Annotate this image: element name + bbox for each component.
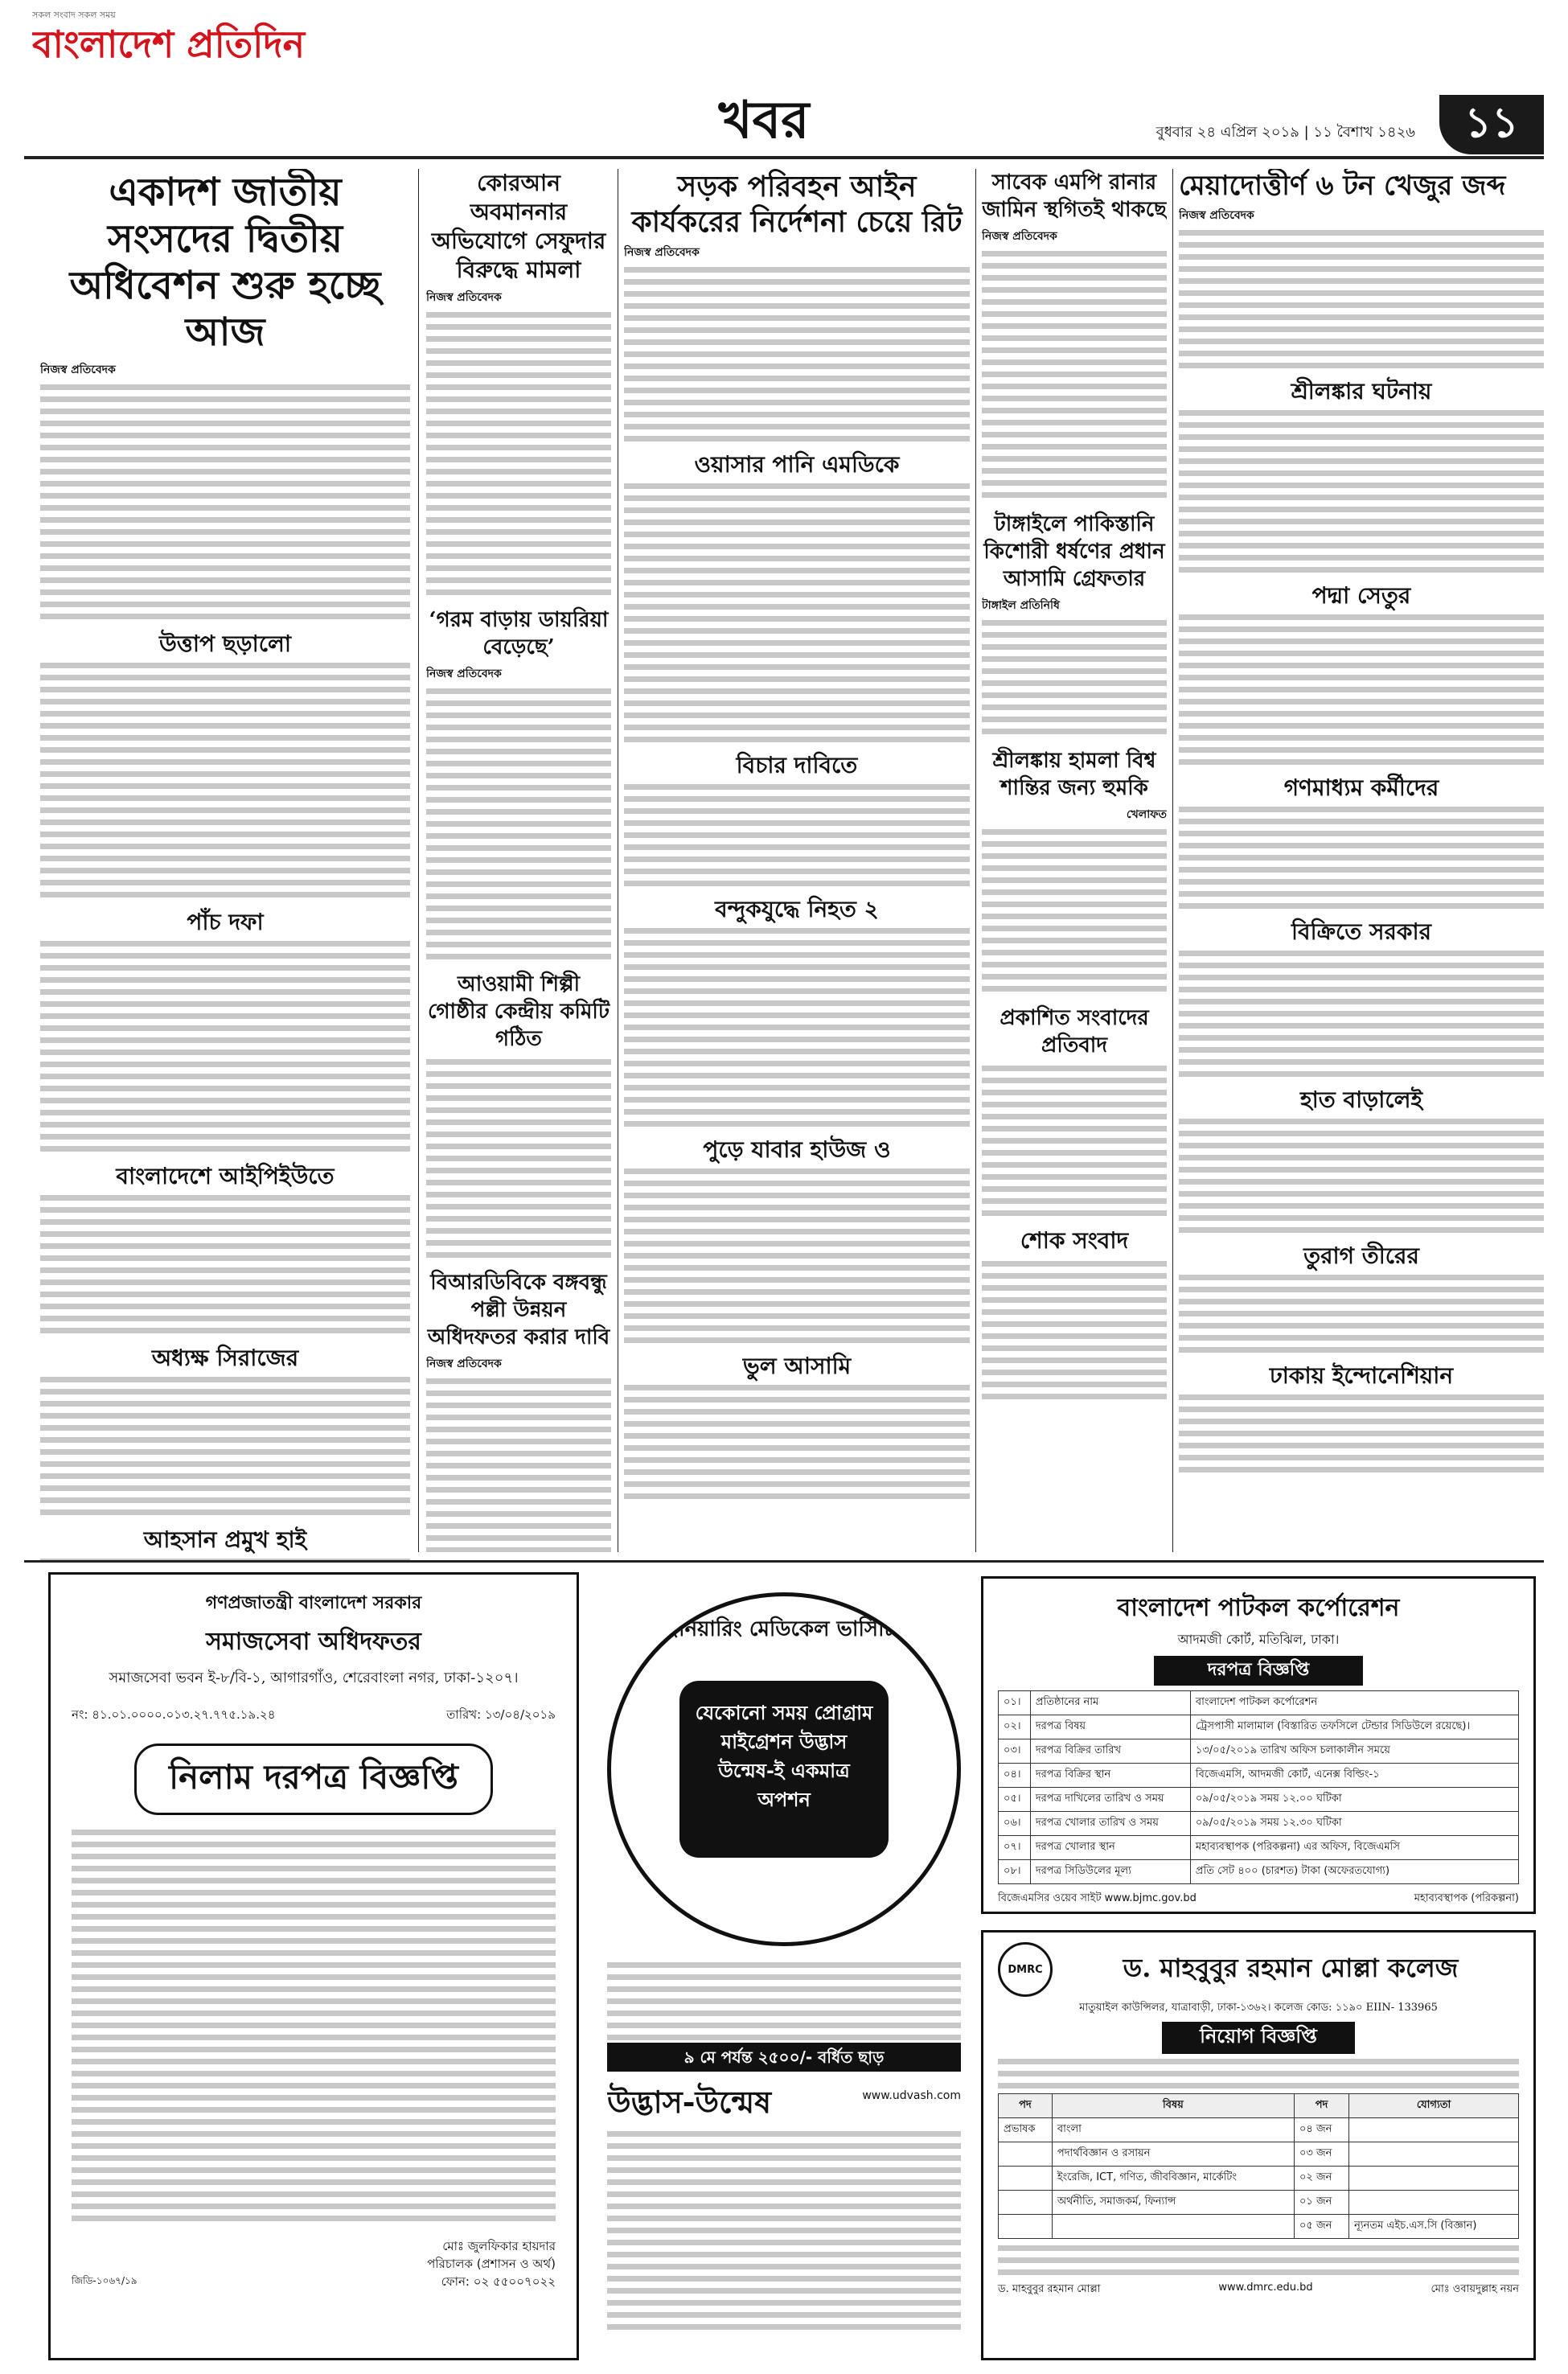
table-row	[999, 1812, 1519, 1836]
bjmc-table	[998, 1690, 1519, 1884]
table-row	[999, 1788, 1519, 1812]
table-header: পদ	[999, 2094, 1053, 2118]
auction-notice-title: নিলাম দরপত্র বিজ্ঞপ্তি	[134, 1744, 493, 1815]
udvash-web: www.udvash.com	[862, 2089, 961, 2102]
sale-subhead: বিক্রিতে সরকার	[1291, 918, 1432, 945]
table-cell: দরপত্র বিক্রির স্থান	[1030, 1764, 1190, 1788]
table-cell: ০৬।	[999, 1812, 1031, 1836]
table-cell: ট্রেসপাসী মালামাল (বিস্তারিত তফসিলে টেন্ডার সিডিউলে রয়েছে)।	[1190, 1715, 1518, 1739]
table-cell: ০৯/০৫/২০১৯ সময় ১২.৩০ ঘটিকা	[1190, 1812, 1518, 1836]
principal-subhead: অধ্যক্ষ সিরাজের	[151, 1345, 299, 1371]
section-title: খবর	[718, 92, 810, 150]
table-row	[999, 2215, 1519, 2239]
wasa-subhead: ওয়াসার পানি এমডিকে	[694, 451, 900, 478]
table-cell: অর্থনীতি, সমাজকর্ম, ফিন্যান্স	[1052, 2191, 1294, 2215]
table-cell: ০২।	[999, 1715, 1031, 1739]
college-ad: DMRC ড. মাহবুবুর রহমান মোল্লা কলেজ মাতুয়াইল কাউন্সিলর, যাত্রাবাড়ী, ঢাকা-১৩৬২। কলেজ কোড: ১১৯০ EIIN- 133965 নিয়োগ বিজ্ঞপ্তি পদ বিষয় পদ যোগ্যতা প্রভাষক বাংলা ০৪ জন পদার্থবিজ্ঞান ও রসায়ন ০৩ জন ইংরেজি, ICT, গণিত, জীববিজ্ঞান, মার্কেটিং ০২ জন অর্থনীতি, সমাজকর্ম, ফিন্যান্স ০১ জন ০৫ জন ন্যূনতম এইচ.এস.সি (বিজ্ঞান) ড. মাহবুবুর রহমান মোল্লা www.dmrc.edu.bd মোঃ ওবায়দুল্লাহ নয়ন	[981, 1930, 1536, 2360]
table-cell: ইংরেজি, ICT, গণিত, জীববিজ্ঞান, মার্কেটিং	[1052, 2167, 1294, 2191]
college-logo: DMRC	[998, 1942, 1053, 1997]
dateline: বুধবার ২৪ এপ্রিল ২০১৯ | ১১ বৈশাখ ১৪২৬	[1155, 124, 1415, 141]
college-table	[998, 2093, 1519, 2239]
table-row	[999, 2167, 1519, 2191]
srilanka-headline: শ্রীলঙ্কায় হামলা বিশ্ব শান্তির জন্য হুমকি	[992, 749, 1156, 800]
udvash-ad	[599, 1576, 969, 2360]
five-subhead: পাঁচ দফা	[187, 909, 264, 935]
table-cell: প্রতি সেট ৪০০ (চারশত) টাকা (অফেরতযোগ্য)	[1190, 1860, 1518, 1884]
table-row	[999, 1715, 1519, 1739]
table-cell: বাংলাদেশ পাটকল কর্পোরেশন	[1190, 1691, 1518, 1715]
table-cell	[1052, 2215, 1294, 2239]
table-cell: ০১।	[999, 1691, 1031, 1715]
table-cell: ০৪।	[999, 1764, 1031, 1788]
table-row	[999, 1836, 1519, 1860]
table-cell: ০৩।	[999, 1739, 1031, 1764]
table-cell	[1349, 2118, 1519, 2142]
table-cell	[999, 2191, 1053, 2215]
indonesia-subhead: ঢাকায় ইন্দোনেশিয়ান	[1269, 1362, 1454, 1389]
lead-body	[40, 384, 410, 619]
table-cell: দরপত্র বিক্রির তারিখ	[1030, 1739, 1190, 1764]
table-cell: ০৮।	[999, 1860, 1031, 1884]
table-cell: দরপত্র সিডিউলের মূল্য	[1030, 1860, 1190, 1884]
table-cell: প্রভাষক	[999, 2118, 1053, 2142]
table-cell: দরপত্র দাখিলের তারিখ ও সময়	[1030, 1788, 1190, 1812]
memo-date: তারিখ: ১৩/০৪/২০১৯	[446, 1707, 556, 1722]
masthead	[32, 8, 338, 97]
wrong-subhead: ভুল আসামি	[742, 1353, 852, 1379]
awami-headline: আওয়ামী শিল্পী গোষ্ঠীর কেন্দ্রীয় কমিটি গঠিত	[427, 972, 610, 1051]
table-cell	[1349, 2167, 1519, 2191]
hand-subhead: হাত বাড়ালেই	[1299, 1086, 1423, 1113]
road-headline: সড়ক পরিবহন আইন কার্যকরের নির্দেশনা চেয়ে রিট	[631, 170, 963, 239]
table-row	[999, 1691, 1519, 1715]
table-cell	[1349, 2142, 1519, 2167]
masthead-logo: বাংলাদেশ প্রতিদিন	[32, 23, 306, 66]
table-cell: ০৫ জন	[1294, 2215, 1348, 2239]
table-cell: ০৫।	[999, 1788, 1031, 1812]
table-cell	[999, 2142, 1053, 2167]
table-cell: ১৩/০৫/২০১৯ তারিখ অফিস চলাকালীন সময়ে	[1190, 1739, 1518, 1764]
table-cell: দরপত্র খোলার স্থান	[1030, 1836, 1190, 1860]
table-cell: দরপত্র খোলার তারিখ ও সময়	[1030, 1812, 1190, 1836]
protest-headline: প্রকাশিত সংবাদের প্রতিবাদ	[999, 1006, 1149, 1058]
table-cell: ০৭।	[999, 1836, 1031, 1860]
memo-number: নং: ৪১.০১.০০০০.০১৩.২৭.৭৭৫.১৯.২৪	[72, 1707, 276, 1722]
dates-headline: মেয়াদোত্তীর্ণ ৬ টন খেজুর জব্দ	[1179, 170, 1506, 202]
srilanka-subhead: শ্রীলঙ্কার ঘটনায়	[1291, 378, 1432, 405]
media-subhead: গণমাধ্যম কর্মীদের	[1283, 774, 1439, 801]
bjmc-ad: বাংলাদেশ পাটকল কর্পোরেশন আদমজী কোর্ট, মতিঝিল, ঢাকা। দরপত্র বিজ্ঞপ্তি ০১। প্রতিষ্ঠানের নাম বাংলাদেশ পাটকল কর্পোরেশন ০২। দরপত্র বিষয় ট্রেসপাসী মালামাল (বিস্তারিত তফসিলে টেন্ডার সিডিউলে রয়েছে)। ০৩। দরপত্র বিক্রির তারিখ ১৩/০৫/২০১৯ তারিখ অফিস চলাকালীন সময়ে ০৪। দরপত্র বিক্রির স্থান বিজেএমসি, আদমজী কোর্ট, এনেক্স বিল্ডিং-১ ০৫। দরপত্র দাখিলের তারিখ ও সময় ০৯/০৫/২০১৯ সময় ১২.০০ ঘটিকা ০৬। দরপত্র খোলার তারিখ ও সময় ০৯/০৫/২০১৯ সময় ১২.৩০ ঘটিকা ০৭। দরপত্র খোলার স্থান মহাব্যবস্থাপক (পরিকল্পনা) এর অফিস, বিজেএমসি ০৮। দরপত্র সিডিউলের মূল্য প্রতি সেট ৪০০ (চারশত) টাকা (অফেরতযোগ্য) বিজেএমসির ওয়েব সাইট www.bjmc.gov.bd মহাব্যবস্থাপক (পরিকল্পনা)	[981, 1576, 1536, 1914]
table-cell: দরপত্র বিষয়	[1030, 1715, 1190, 1739]
condolence-headline: শোক সংবাদ	[1020, 1227, 1129, 1254]
lead-byline: নিজস্ব প্রতিবেদক	[40, 363, 116, 376]
table-row	[999, 1860, 1519, 1884]
brdb-headline: বিআরডিবিকে বঙ্গবন্ধু পল্লী উন্নয়ন অধিদফতর করার দাবি	[427, 1271, 610, 1349]
table-row	[999, 2191, 1519, 2215]
ahsan-subhead: আহসান প্রমুখ হাই	[143, 1526, 307, 1553]
table-cell: প্রতিষ্ঠানের নাম	[1030, 1691, 1190, 1715]
quran-headline: কোরআন অবমাননার অভিযোগে সেফুদার বিরুদ্ধে মামলা	[431, 170, 606, 283]
table-header: বিষয়	[1052, 2094, 1294, 2118]
udvash-center-text: যেকোনো সময় প্রোগ্রাম মাইগ্রেশন উদ্ভাস উন্মেষ-ই একমাত্র অপশন	[679, 1681, 889, 1858]
tarang-subhead: তুরাগ তীরের	[1303, 1242, 1419, 1269]
page-number: ১১	[1439, 95, 1544, 154]
dates-story: মেয়াদোত্তীর্ণ ৬ টন খেজুর জব্দ নিজস্ব প্রতিবেদক শ্রীলঙ্কার ঘটনায় পদ্মা সেতুর গণমাধ্যম কর্মীদের বিক্রিতে সরকার হাত বাড়ালেই তুরাগ তীরের ঢাকায় ইন্দোনেশিয়ান	[1179, 169, 1544, 1552]
table-cell: মহাব্যবস্থাপক (পরিকল্পনা) এর অফিস, বিজেএমসি	[1190, 1836, 1518, 1860]
road-story: সড়ক পরিবহন আইন কার্যকরের নির্দেশনা চেয়ে রিট নিজস্ব প্রতিবেদক ওয়াসার পানি এমডিকে বিচার দাবিতে বন্দুকযুদ্ধে নিহত ২ পুড়ে যাবার হাউজ ও ভুল আসামি	[624, 169, 970, 1552]
table-cell: বাংলা	[1052, 2118, 1294, 2142]
table-cell	[1349, 2191, 1519, 2215]
rana-story: সাবেক এমপি রানার জামিন স্থগিতই থাকছে নিজস্ব প্রতিবেদক টাঙ্গাইলে পাকিস্তানি কিশোরী ধর্ষণের প্রধান আসামি গ্রেফতার টাঙ্গাইল প্রতিনিধি শ্রীলঙ্কায় হামলা বিশ্ব শান্তির জন্য হুমকি খেলাফত প্রকাশিত সংবাদের প্রতিবাদ শোক সংবাদ	[982, 169, 1167, 1552]
table-cell: ন্যূনতম এইচ.এস.সি (বিজ্ঞান)	[1349, 2215, 1519, 2239]
udvash-ring-text: ইঞ্জিনিয়ারিং মেডিকেল ভার্সিটি ‘ক’	[643, 1617, 933, 1641]
masthead-tagline: সকল সংবাদ সকল সময়	[32, 10, 116, 20]
table-row	[999, 2142, 1519, 2167]
table-row	[999, 1739, 1519, 1764]
table-row	[999, 1764, 1519, 1788]
udvash-brand: উদ্ভাস-উন্মেষ	[607, 2084, 772, 2120]
table-cell: ০৯/০৫/২০১৯ সময় ১২.০০ ঘটিকা	[1190, 1788, 1518, 1812]
tangail-headline: টাঙ্গাইলে পাকিস্তানি কিশোরী ধর্ষণের প্রধান আসামি গ্রেফতার	[983, 512, 1165, 591]
lead-headline: একাদশ জাতীয় সংসদের দ্বিতীয় অধিবেশন শুরু হচ্ছে আজ	[69, 170, 381, 355]
rana-headline: সাবেক এমপি রানার জামিন স্থগিতই থাকছে	[982, 170, 1167, 222]
table-cell: বিজেএমসি, আদমজী কোর্ট, এনেক্স বিল্ডিং-১	[1190, 1764, 1518, 1788]
social-services-ad: গণপ্রজাতন্ত্রী বাংলাদেশ সরকার সমাজসেবা অধিদফতর সমাজসেবা ভবন ই-৮/বি-১, আগারগাঁও, শেরেবাংলা নগর, ঢাকা-১২০৭। নং: ৪১.০১.০০০০.০১৩.২৭.৭৭৫.১৯.২৪ তারিখ: ১৩/০৪/২০১৯ নিলাম দরপত্র বিজ্ঞপ্তি মোঃ জুলফিকার হায়দার পরিচালক (প্রশাসন ও অর্থ) ফোন: ০২ ৫৫০০৭০২২ জিডি-১০৬৭/১৯	[48, 1572, 579, 2360]
table-cell: ০২ জন	[1294, 2167, 1348, 2191]
lead-story	[40, 169, 410, 1560]
table-row	[999, 2118, 1519, 2142]
table-cell: ০৪ জন	[1294, 2118, 1348, 2142]
table-cell: ০৩ জন	[1294, 2142, 1348, 2167]
quran-story: কোরআন অবমাননার অভিযোগে সেফুদার বিরুদ্ধে মামলা নিজস্ব প্রতিবেদক ‘গরম বাড়ায় ডায়রিয়া বেড়েছে’ নিজস্ব প্রতিবেদক আওয়ামী শিল্পী গোষ্ঠীর কেন্দ্রীয় কমিটি গঠিত বিআরডিবিকে বঙ্গবন্ধু পল্লী উন্নয়ন অধিদফতর করার দাবি নিজস্ব প্রতিবেদক	[426, 169, 611, 1552]
utap-subhead: উত্তাপ ছড়ালো	[158, 630, 292, 657]
heat-headline: ‘গরম বাড়ায় ডায়রিয়া বেড়েছে’	[429, 608, 609, 659]
justice-subhead: বিচার দাবিতে	[736, 752, 858, 778]
table-cell	[999, 2215, 1053, 2239]
burn-subhead: পুড়ে যাবার হাউজ ও	[703, 1136, 891, 1163]
table-cell	[999, 2167, 1053, 2191]
table-header: পদ	[1294, 2094, 1348, 2118]
padma-subhead: পদ্মা সেতুর	[1311, 582, 1411, 609]
udvash-date-band: ৯ মে পর্যন্ত ২৫০০/- বর্ধিত ছাড়	[607, 2043, 961, 2072]
gunfight-subhead: বন্দুকযুদ্ধে নিহত ২	[715, 896, 879, 922]
ipl-subhead: বাংলাদেশে আইপিইউতে	[116, 1163, 335, 1189]
table-cell: ০১ জন	[1294, 2191, 1348, 2215]
table-cell: পদার্থবিজ্ঞান ও রসায়ন	[1052, 2142, 1294, 2167]
table-header: যোগ্যতা	[1349, 2094, 1519, 2118]
